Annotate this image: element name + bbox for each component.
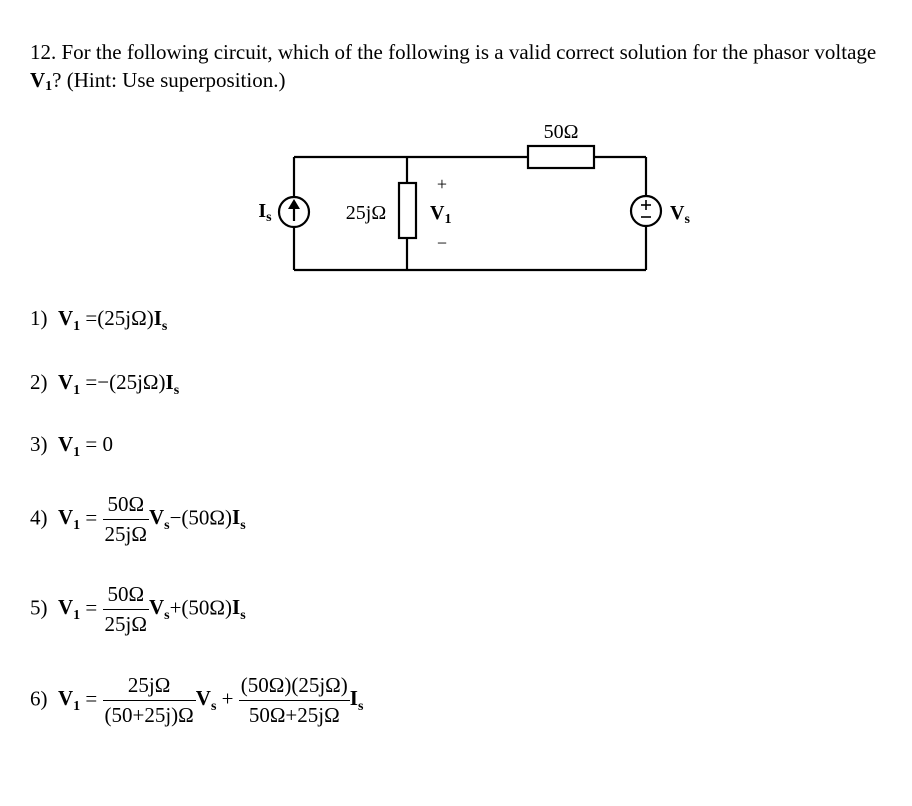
option-6-fraction-1: $\frac{25j\Omega}{(50+25j)\Omega}$: [104, 673, 194, 727]
option-4: 4) $V_1$ = $\frac{50\Omega}{25j\Omega}$ $V_s-(50\Omega)I_s$: [30, 492, 246, 546]
current-source-label: $I_s$: [258, 200, 272, 225]
option-2-var: $I_s$: [165, 370, 180, 398]
option-5-vs: $V_s$: [148, 595, 170, 624]
question-body: For the following circuit, which of the following is a valid correct solution for the phasor voltage: [61, 40, 877, 64]
option-6-lhs: $V_1$: [58, 686, 81, 715]
option-1-var: $I_s$: [153, 306, 168, 334]
option-6: 6) $V_1$ = $\frac{25j\Omega}{(50+25j)\Omega}$ $V_s$ + $\frac{(50\Omega)(25j\Omega)}{50\Omega+25j\Omega}$ $I_s$: [30, 673, 364, 727]
option-6-is: $I_s$: [349, 686, 364, 715]
option-5-lhs: $V_1$: [58, 595, 81, 624]
v1-minus: −: [436, 233, 448, 253]
voltage-source-label: $V_s$: [670, 202, 690, 227]
option-5-fraction: $\frac{50\Omega}{25j\Omega}$: [104, 582, 147, 636]
option-4-vs: $V_s$: [148, 505, 170, 534]
question-hint: ? (Hint: Use superposition.): [52, 68, 286, 92]
option-3-lhs: $V_1$: [58, 432, 81, 460]
inductor-box: [399, 183, 416, 238]
inductor-label: 25jΩ: [345, 202, 387, 224]
option-4-lhs: $V_1$: [58, 505, 81, 534]
option-5: 5) $V_1$ = $\frac{50\Omega}{25j\Omega}$ $V_s+(50\Omega)I_s$: [30, 582, 246, 636]
option-2: 2) $V_1 =-(25j\Omega)I_s$: [30, 370, 180, 398]
v1-plus: +: [436, 174, 448, 194]
option-6-fraction-2: $\frac{(50\Omega)(25j\Omega)}{50\Omega+25j\Omega}$: [240, 673, 348, 727]
option-3: 3) $V_1 = 0$: [30, 432, 114, 460]
option-5-is: $I_s$: [232, 595, 246, 624]
question-var: $V_1$: [30, 68, 53, 94]
resistor-label: 50Ω: [543, 121, 579, 143]
option-4-fraction: $\frac{50\Omega}{25j\Omega}$: [104, 492, 147, 546]
current-arrow-head: [288, 199, 300, 209]
option-1-lhs: $V_1$: [58, 306, 81, 334]
option-6-vs: $V_s$: [195, 686, 217, 715]
option-4-is: $I_s$: [232, 505, 246, 534]
resistor-box: [528, 146, 594, 168]
option-2-lhs: $V_1$: [58, 370, 81, 398]
v1-label: $V_1$: [430, 202, 452, 227]
option-1: 1) $V_1 =(25j\Omega)I_s$: [30, 306, 168, 334]
question-number: 12.: [30, 40, 57, 64]
